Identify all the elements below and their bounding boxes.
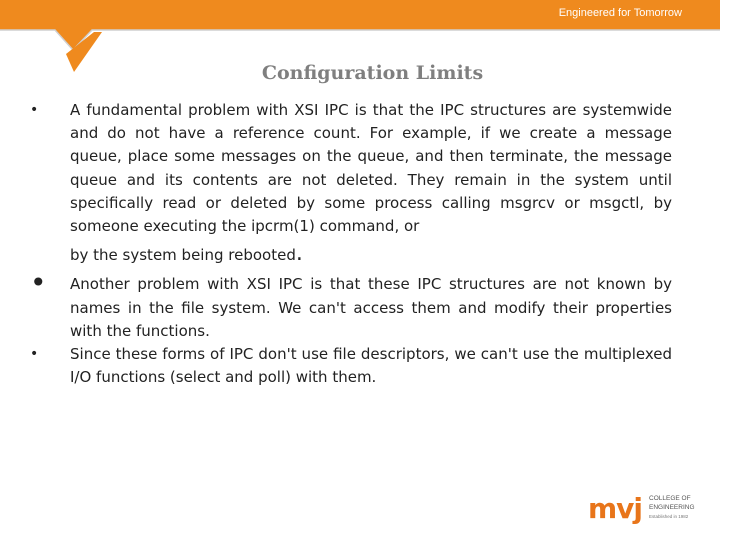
bullet-text: A fundamental problem with XSI IPC is that the IPC structures are systemwide and do not have a reference count. For example, if we create a message queue, place some messages on the queue, and then terminate, the message queue and its contents are not deleted. They remain in the system until specifically read or deleted by some process calling msgrcv or msgctl, by someone executing the ipcrm(1) command, or [70, 101, 672, 236]
bullet-last-line [70, 242, 672, 267]
logo-mark: mvj [588, 492, 643, 525]
logo-line-2: ENGINEERING [649, 504, 695, 511]
header-tagline: Engineered for Tomorrow [558, 7, 682, 19]
bullet-text: Since these forms of IPC don't use file descriptors, we can't use the multiplexed I/O functions (select and poll) with them. [70, 345, 672, 387]
slide-title: Configuration Limits [261, 62, 484, 84]
logo-line-1: COLLEGE OF [649, 495, 691, 502]
bullet-period: . [295, 241, 303, 267]
bullet-item [30, 266, 672, 343]
bullet-text-end: by the system being rebooted [70, 246, 296, 265]
college-logo [588, 491, 695, 525]
bullet-dot: • [30, 266, 47, 300]
bullet-item [30, 343, 672, 389]
slide-content [30, 99, 672, 389]
bullet-text: Another problem with XSI IPC is that these IPC structures are not known by names in the file system. We can't access them and modify their properties with the functions. [70, 275, 672, 340]
bullet-item [30, 99, 672, 267]
logo-line-3: Established in 1982 [649, 514, 689, 519]
bullet-dot: • [30, 102, 39, 118]
bullet-dot: • [30, 346, 39, 363]
